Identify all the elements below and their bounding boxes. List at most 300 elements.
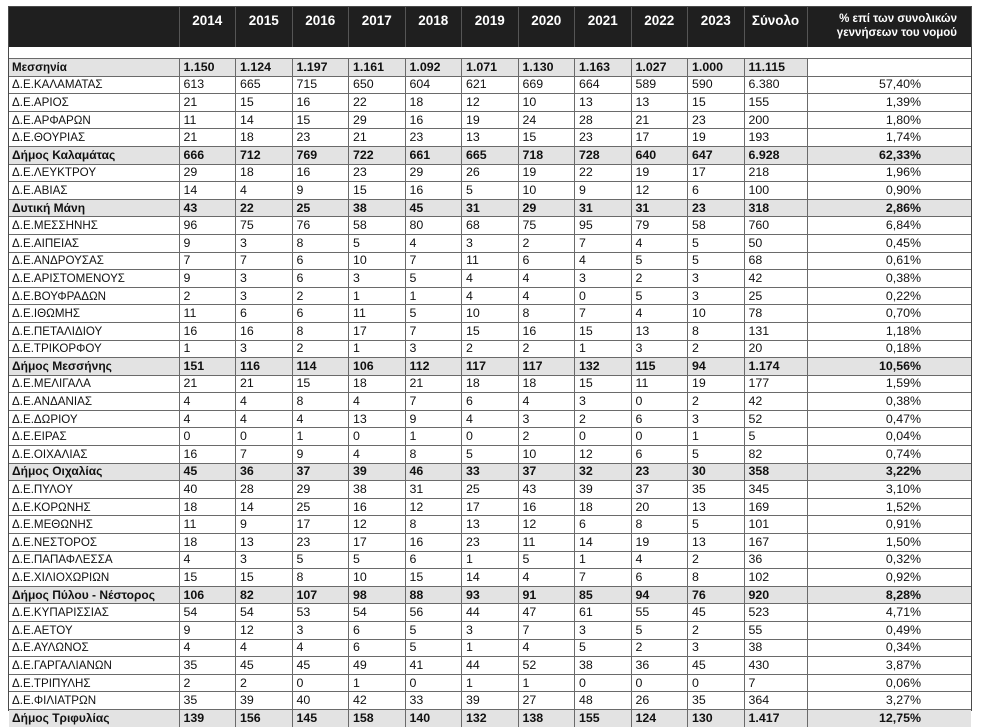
- year-value-cell: 93: [462, 586, 519, 604]
- year-value-cell: 23: [292, 129, 349, 147]
- year-value-cell: 31: [462, 199, 519, 217]
- year-value-cell: 8: [292, 393, 349, 411]
- year-value-cell: 13: [236, 534, 293, 552]
- year-value-cell: 40: [292, 692, 349, 710]
- total-cell: 6.928: [744, 146, 807, 164]
- year-value-cell: 40: [179, 481, 236, 499]
- year-value-cell: 36: [236, 463, 293, 481]
- row-name-cell: Δ.Ε.ΑΝΔΑΝΙΑΣ: [9, 393, 179, 411]
- year-value-cell: 13: [462, 129, 519, 147]
- year-value-cell: 156: [236, 709, 293, 726]
- year-value-cell: 6: [236, 305, 293, 323]
- total-cell: 36: [744, 551, 807, 569]
- table-row: [9, 481, 971, 499]
- year-value-cell: 1.130: [518, 59, 575, 77]
- year-value-cell: 6: [462, 393, 519, 411]
- year-value-cell: 23: [688, 199, 745, 217]
- row-name-cell: Δ.Ε.ΟΙΧΑΛΙΑΣ: [9, 446, 179, 464]
- year-value-cell: 3: [236, 340, 293, 358]
- year-value-cell: 0: [292, 674, 349, 692]
- year-value-cell: 5: [575, 639, 632, 657]
- table-row: [9, 692, 971, 710]
- header-pct-line2: γεννήσεων του νομού: [836, 27, 957, 39]
- year-value-cell: 16: [179, 322, 236, 340]
- year-value-cell: 91: [518, 586, 575, 604]
- total-cell: 167: [744, 534, 807, 552]
- total-cell: 318: [744, 199, 807, 217]
- year-value-cell: 4: [518, 287, 575, 305]
- year-value-cell: 106: [179, 586, 236, 604]
- percentage-cell: 1,74%: [807, 129, 971, 147]
- year-value-cell: 47: [518, 604, 575, 622]
- year-value-cell: 112: [405, 358, 462, 376]
- region-total-row: [9, 59, 971, 77]
- row-name-cell: Δ.Ε.ΓΑΡΓΑΛΙΑΝΩΝ: [9, 657, 179, 675]
- percentage-cell: 3,87%: [807, 657, 971, 675]
- year-value-cell: 18: [179, 498, 236, 516]
- year-value-cell: 26: [462, 164, 519, 182]
- total-cell: 200: [744, 111, 807, 129]
- year-value-cell: 7: [405, 322, 462, 340]
- year-value-cell: 2: [518, 428, 575, 446]
- year-value-cell: 12: [518, 516, 575, 534]
- header-year-2019: 2019: [462, 7, 519, 47]
- year-value-cell: 669: [518, 76, 575, 94]
- year-value-cell: 16: [179, 446, 236, 464]
- year-value-cell: 2: [292, 287, 349, 305]
- year-value-cell: 15: [236, 569, 293, 587]
- percentage-cell: 1,59%: [807, 375, 971, 393]
- table-row: [9, 164, 971, 182]
- year-value-cell: 9: [292, 182, 349, 200]
- year-value-cell: 16: [405, 111, 462, 129]
- year-value-cell: 29: [349, 111, 406, 129]
- table-body: [9, 47, 971, 727]
- row-name-cell: Μεσσηνία: [9, 59, 179, 77]
- year-value-cell: 3: [575, 622, 632, 640]
- percentage-cell: 0,49%: [807, 622, 971, 640]
- year-value-cell: 3: [236, 551, 293, 569]
- year-value-cell: 11: [518, 534, 575, 552]
- year-value-cell: 665: [236, 76, 293, 94]
- total-cell: 50: [744, 234, 807, 252]
- year-value-cell: 49: [349, 657, 406, 675]
- year-value-cell: 16: [405, 182, 462, 200]
- year-value-cell: 114: [292, 358, 349, 376]
- total-cell: 193: [744, 129, 807, 147]
- table-row: [9, 498, 971, 516]
- year-value-cell: 5: [518, 551, 575, 569]
- year-value-cell: 6: [688, 182, 745, 200]
- percentage-cell: 12,75%: [807, 709, 971, 726]
- year-value-cell: 0: [179, 428, 236, 446]
- year-value-cell: 9: [292, 446, 349, 464]
- percentage-cell: 0,22%: [807, 287, 971, 305]
- total-cell: 42: [744, 393, 807, 411]
- year-value-cell: 2: [179, 287, 236, 305]
- row-name-cell: Δ.Ε.ΚΟΡΩΝΗΣ: [9, 498, 179, 516]
- year-value-cell: 21: [631, 111, 688, 129]
- year-value-cell: 5: [462, 182, 519, 200]
- municipality-total-row: [9, 146, 971, 164]
- row-name-cell: Δήμος Καλαμάτας: [9, 146, 179, 164]
- year-value-cell: 23: [462, 534, 519, 552]
- year-value-cell: 1.071: [462, 59, 519, 77]
- row-name-cell: Δ.Ε.ΦΙΛΙΑΤΡΩΝ: [9, 692, 179, 710]
- total-cell: 68: [744, 252, 807, 270]
- year-value-cell: 23: [292, 534, 349, 552]
- year-value-cell: 3: [236, 270, 293, 288]
- year-value-cell: 7: [518, 622, 575, 640]
- percentage-cell: 62,33%: [807, 146, 971, 164]
- percentage-cell: 0,47%: [807, 410, 971, 428]
- year-value-cell: 18: [462, 375, 519, 393]
- row-name-cell: Δ.Ε.ΛΕΥΚΤΡΟΥ: [9, 164, 179, 182]
- year-value-cell: 18: [236, 164, 293, 182]
- year-value-cell: 23: [631, 463, 688, 481]
- year-value-cell: 44: [462, 657, 519, 675]
- row-name-cell: Δ.Ε.ΔΩΡΙΟΥ: [9, 410, 179, 428]
- year-value-cell: 16: [292, 94, 349, 112]
- header-row: [9, 7, 971, 47]
- year-value-cell: 26: [631, 692, 688, 710]
- row-name-cell: Δ.Ε.ΙΘΩΜΗΣ: [9, 305, 179, 323]
- row-name-cell: Δ.Ε.ΕΙΡΑΣ: [9, 428, 179, 446]
- year-value-cell: 19: [631, 164, 688, 182]
- year-value-cell: 2: [575, 410, 632, 428]
- year-value-cell: 589: [631, 76, 688, 94]
- year-value-cell: 1: [462, 639, 519, 657]
- year-value-cell: 39: [236, 692, 293, 710]
- year-value-cell: 107: [292, 586, 349, 604]
- header-year-2014: 2014: [179, 7, 236, 47]
- year-value-cell: 11: [179, 516, 236, 534]
- municipality-total-row: [9, 463, 971, 481]
- year-value-cell: 56: [405, 604, 462, 622]
- row-name-cell: Δήμος Οιχαλίας: [9, 463, 179, 481]
- year-value-cell: 21: [179, 375, 236, 393]
- year-value-cell: 1.161: [349, 59, 406, 77]
- year-value-cell: 79: [631, 217, 688, 235]
- year-value-cell: 17: [462, 498, 519, 516]
- year-value-cell: 1.163: [575, 59, 632, 77]
- year-value-cell: 28: [236, 481, 293, 499]
- year-value-cell: 30: [688, 463, 745, 481]
- header-year-2023: 2023: [688, 7, 745, 47]
- percentage-cell: 1,96%: [807, 164, 971, 182]
- year-value-cell: 15: [179, 569, 236, 587]
- row-name-cell: Δ.Ε.ΑΒΙΑΣ: [9, 182, 179, 200]
- year-value-cell: 151: [179, 358, 236, 376]
- percentage-cell: 0,70%: [807, 305, 971, 323]
- table-row: [9, 674, 971, 692]
- year-value-cell: 11: [349, 305, 406, 323]
- total-cell: 177: [744, 375, 807, 393]
- year-value-cell: 33: [462, 463, 519, 481]
- year-value-cell: 1.027: [631, 59, 688, 77]
- percentage-cell: 3,22%: [807, 463, 971, 481]
- year-value-cell: 10: [688, 305, 745, 323]
- percentage-cell: 8,28%: [807, 586, 971, 604]
- row-name-cell: Δ.Ε.ΑΡΙΟΣ: [9, 94, 179, 112]
- year-value-cell: 8: [405, 516, 462, 534]
- year-value-cell: 661: [405, 146, 462, 164]
- year-value-cell: 22: [236, 199, 293, 217]
- year-value-cell: 12: [236, 622, 293, 640]
- year-value-cell: 13: [631, 94, 688, 112]
- percentage-cell: 6,84%: [807, 217, 971, 235]
- year-value-cell: 4: [518, 569, 575, 587]
- year-value-cell: 6: [292, 270, 349, 288]
- year-value-cell: 14: [575, 534, 632, 552]
- year-value-cell: 4: [179, 639, 236, 657]
- year-value-cell: 0: [349, 428, 406, 446]
- year-value-cell: 54: [179, 604, 236, 622]
- table-row: [9, 534, 971, 552]
- year-value-cell: 15: [575, 322, 632, 340]
- year-value-cell: 1: [462, 551, 519, 569]
- year-value-cell: 76: [688, 586, 745, 604]
- percentage-cell: 1,52%: [807, 498, 971, 516]
- total-cell: 364: [744, 692, 807, 710]
- total-cell: 358: [744, 463, 807, 481]
- year-value-cell: 8: [518, 305, 575, 323]
- percentage-cell: 0,18%: [807, 340, 971, 358]
- year-value-cell: 5: [631, 287, 688, 305]
- year-value-cell: 3: [575, 393, 632, 411]
- year-value-cell: 5: [349, 551, 406, 569]
- year-value-cell: 17: [349, 322, 406, 340]
- total-cell: 38: [744, 639, 807, 657]
- year-value-cell: 1: [349, 340, 406, 358]
- year-value-cell: 39: [462, 692, 519, 710]
- total-cell: 55: [744, 622, 807, 640]
- year-value-cell: 9: [405, 410, 462, 428]
- total-cell: 5: [744, 428, 807, 446]
- year-value-cell: 4: [292, 410, 349, 428]
- year-value-cell: 29: [292, 481, 349, 499]
- year-value-cell: 23: [575, 129, 632, 147]
- percentage-cell: 0,38%: [807, 270, 971, 288]
- year-value-cell: 9: [179, 622, 236, 640]
- header-pct-line1: % επί των συνολικών: [839, 13, 957, 25]
- row-name-cell: Δ.Ε.ΑΥΛΩΝΟΣ: [9, 639, 179, 657]
- year-value-cell: 9: [179, 234, 236, 252]
- percentage-cell: 0,32%: [807, 551, 971, 569]
- year-value-cell: 124: [631, 709, 688, 726]
- table-row: [9, 516, 971, 534]
- year-value-cell: 6: [349, 639, 406, 657]
- year-value-cell: 0: [631, 428, 688, 446]
- year-value-cell: 7: [405, 393, 462, 411]
- year-value-cell: 3: [688, 270, 745, 288]
- year-value-cell: 15: [292, 111, 349, 129]
- year-value-cell: 33: [405, 692, 462, 710]
- row-name-cell: Δ.Ε.ΑΙΠΕΙΑΣ: [9, 234, 179, 252]
- year-value-cell: 1: [688, 428, 745, 446]
- year-value-cell: 1: [462, 674, 519, 692]
- municipality-total-row: [9, 586, 971, 604]
- year-value-cell: 130: [688, 709, 745, 726]
- year-value-cell: 14: [236, 111, 293, 129]
- year-value-cell: 8: [631, 516, 688, 534]
- year-value-cell: 21: [179, 94, 236, 112]
- year-value-cell: 75: [518, 217, 575, 235]
- total-cell: 760: [744, 217, 807, 235]
- year-value-cell: 14: [179, 182, 236, 200]
- table-row: [9, 270, 971, 288]
- total-cell: 101: [744, 516, 807, 534]
- year-value-cell: 15: [405, 569, 462, 587]
- header-name-column: [9, 7, 179, 47]
- header-year-2015: 2015: [236, 7, 293, 47]
- year-value-cell: 38: [575, 657, 632, 675]
- year-value-cell: 13: [349, 410, 406, 428]
- table-row: [9, 76, 971, 94]
- row-name-cell: Δήμος Τριφυλίας: [9, 709, 179, 726]
- row-name-cell: Δ.Ε.ΜΕΘΩΝΗΣ: [9, 516, 179, 534]
- year-value-cell: 19: [688, 129, 745, 147]
- year-value-cell: 82: [236, 586, 293, 604]
- percentage-cell: 3,27%: [807, 692, 971, 710]
- total-cell: 20: [744, 340, 807, 358]
- year-value-cell: 68: [462, 217, 519, 235]
- year-value-cell: 1: [349, 287, 406, 305]
- table-row: [9, 428, 971, 446]
- row-name-cell: Δ.Ε.ΑΝΔΡΟΥΣΑΣ: [9, 252, 179, 270]
- row-name-cell: Δ.Ε.ΤΡΙΚΟΡΦΟΥ: [9, 340, 179, 358]
- year-value-cell: 17: [349, 534, 406, 552]
- year-value-cell: 0: [575, 428, 632, 446]
- total-cell: 102: [744, 569, 807, 587]
- year-value-cell: 32: [575, 463, 632, 481]
- year-value-cell: 155: [575, 709, 632, 726]
- year-value-cell: 132: [462, 709, 519, 726]
- year-value-cell: 53: [292, 604, 349, 622]
- year-value-cell: 12: [575, 446, 632, 464]
- header-year-2016: 2016: [292, 7, 349, 47]
- table-row: [9, 551, 971, 569]
- births-table-frame: [8, 6, 972, 725]
- year-value-cell: 10: [349, 569, 406, 587]
- year-value-cell: 11: [631, 375, 688, 393]
- year-value-cell: 12: [405, 498, 462, 516]
- year-value-cell: 35: [179, 692, 236, 710]
- year-value-cell: 54: [236, 604, 293, 622]
- year-value-cell: 20: [631, 498, 688, 516]
- year-value-cell: 2: [236, 674, 293, 692]
- year-value-cell: 2: [688, 551, 745, 569]
- row-name-cell: Δ.Ε.ΘΟΥΡΙΑΣ: [9, 129, 179, 147]
- year-value-cell: 1: [292, 428, 349, 446]
- year-value-cell: 37: [518, 463, 575, 481]
- year-value-cell: 37: [631, 481, 688, 499]
- year-value-cell: 39: [575, 481, 632, 499]
- table-row: [9, 182, 971, 200]
- year-value-cell: 95: [575, 217, 632, 235]
- row-name-cell: Δήμος Μεσσήνης: [9, 358, 179, 376]
- year-value-cell: 4: [518, 270, 575, 288]
- table-row: [9, 340, 971, 358]
- year-value-cell: 3: [349, 270, 406, 288]
- year-value-cell: 38: [349, 199, 406, 217]
- row-name-cell: Δήμος Πύλου - Νέστορος: [9, 586, 179, 604]
- year-value-cell: 58: [349, 217, 406, 235]
- year-value-cell: 4: [179, 393, 236, 411]
- year-value-cell: 14: [236, 498, 293, 516]
- year-value-cell: 140: [405, 709, 462, 726]
- year-value-cell: 5: [688, 234, 745, 252]
- table-row: [9, 569, 971, 587]
- year-value-cell: 138: [518, 709, 575, 726]
- year-value-cell: 613: [179, 76, 236, 94]
- table-header: [9, 7, 971, 47]
- percentage-cell: 0,38%: [807, 393, 971, 411]
- table-row: [9, 604, 971, 622]
- year-value-cell: 2: [179, 674, 236, 692]
- year-value-cell: 4: [462, 410, 519, 428]
- year-value-cell: 12: [349, 516, 406, 534]
- year-value-cell: 10: [462, 305, 519, 323]
- year-value-cell: 621: [462, 76, 519, 94]
- year-value-cell: 23: [688, 111, 745, 129]
- year-value-cell: 21: [349, 129, 406, 147]
- year-value-cell: 18: [405, 94, 462, 112]
- row-name-cell: Δ.Ε.ΧΙΛΙΟΧΩΡΙΩΝ: [9, 569, 179, 587]
- year-value-cell: 0: [631, 393, 688, 411]
- year-value-cell: 0: [236, 428, 293, 446]
- percentage-cell: 10,56%: [807, 358, 971, 376]
- year-value-cell: 45: [688, 604, 745, 622]
- year-value-cell: 29: [179, 164, 236, 182]
- year-value-cell: 3: [462, 234, 519, 252]
- year-value-cell: 145: [292, 709, 349, 726]
- year-value-cell: 54: [349, 604, 406, 622]
- total-cell: 11.115: [744, 59, 807, 77]
- year-value-cell: 22: [349, 94, 406, 112]
- year-value-cell: 13: [688, 498, 745, 516]
- year-value-cell: 590: [688, 76, 745, 94]
- year-value-cell: 31: [631, 199, 688, 217]
- year-value-cell: 55: [631, 604, 688, 622]
- year-value-cell: 6: [349, 622, 406, 640]
- year-value-cell: 6: [575, 516, 632, 534]
- year-value-cell: 8: [688, 569, 745, 587]
- year-value-cell: 29: [405, 164, 462, 182]
- year-value-cell: 4: [518, 393, 575, 411]
- year-value-cell: 18: [518, 375, 575, 393]
- percentage-cell: 1,80%: [807, 111, 971, 129]
- year-value-cell: 2: [292, 340, 349, 358]
- year-value-cell: 37: [292, 463, 349, 481]
- table-row: [9, 217, 971, 235]
- year-value-cell: 4: [236, 639, 293, 657]
- year-value-cell: 712: [236, 146, 293, 164]
- year-value-cell: 31: [575, 199, 632, 217]
- year-value-cell: 4: [631, 305, 688, 323]
- total-cell: 42: [744, 270, 807, 288]
- year-value-cell: 28: [575, 111, 632, 129]
- year-value-cell: 6: [518, 252, 575, 270]
- year-value-cell: 718: [518, 146, 575, 164]
- year-value-cell: 94: [688, 358, 745, 376]
- year-value-cell: 15: [688, 94, 745, 112]
- total-cell: 1.417: [744, 709, 807, 726]
- year-value-cell: 5: [405, 622, 462, 640]
- year-value-cell: 4: [236, 393, 293, 411]
- row-name-cell: Δ.Ε.ΜΕΛΙΓΑΛΑ: [9, 375, 179, 393]
- year-value-cell: 7: [236, 446, 293, 464]
